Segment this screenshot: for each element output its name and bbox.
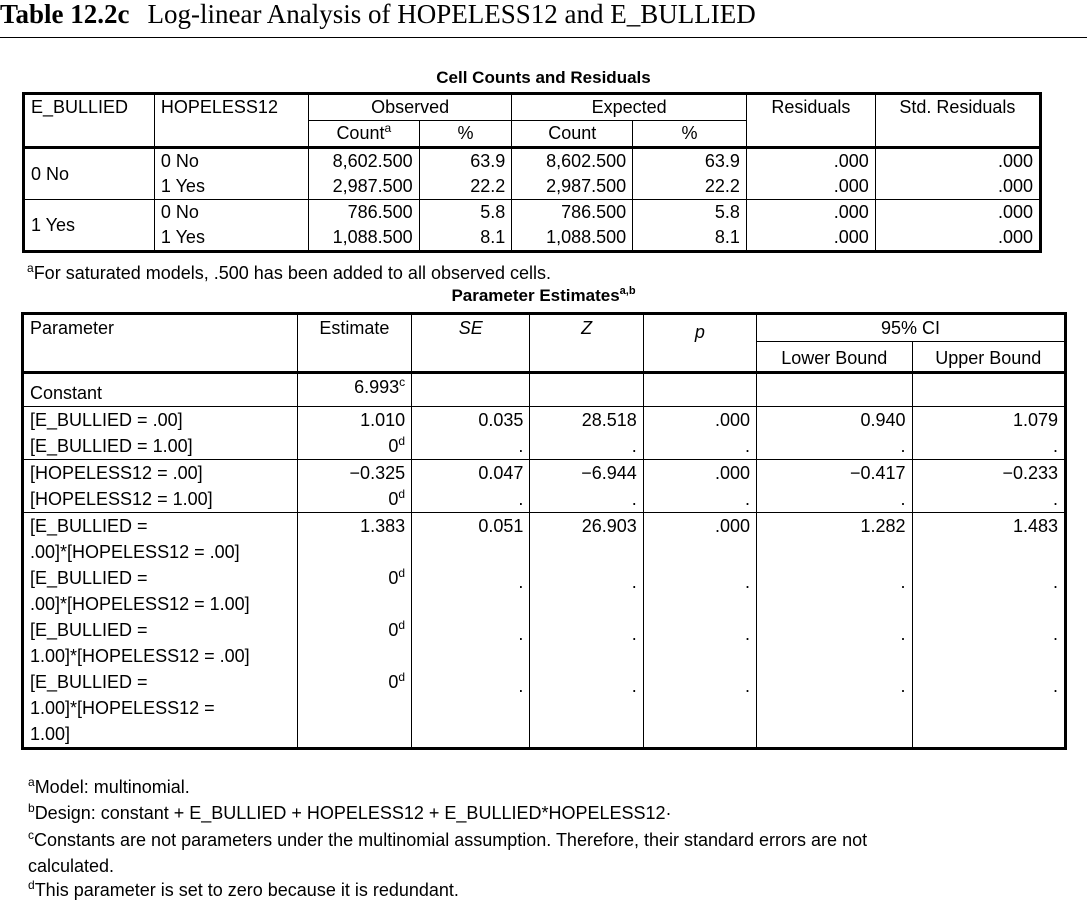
column-header: Expected [512,94,747,121]
table-row: 0 No 0 No 8,602.500 63.9 8,602.500 63.9 .000 .000 [24,148,1041,175]
table-row: 1 Yes 0 No 786.500 5.8 786.500 5.8 .000 .000 [24,200,1041,226]
row-group-label: 1 Yes [24,200,155,252]
table-row: [E_BULLIED = 1.00] 0$^d$ . . . . . [23,433,1066,460]
table-row: 1 Yes 1,088.500 8.1 1,088.500 8.1 .000 .000 [24,225,1041,252]
table-row: [E_BULLIED = .00]*[HOPELESS12 = 1.00] 0$^d$ . . . . . [23,565,1066,617]
table-row: [E_BULLIED = .00] 1.010 0.035 28.518 .000 0.940 1.079 [23,407,1066,434]
column-header: Upper Bound [912,342,1066,373]
table-heading [0,0,1087,38]
column-header: HOPELESS12 [154,94,308,148]
table-row: Constant 6.993$^c$ [23,373,1066,407]
table-title: Log-linear Analysis of HOPELESS12 and E_BULLIED [147,0,756,29]
table-number: Table 12.2c [0,0,130,29]
parameter-estimates-caption: Parameter Estimates$^{a,b}$ [451,285,636,305]
table-row: [E_BULLIED = 1.00]*[HOPELESS12 = .00] 0$^d$ . . . . . [23,617,1066,669]
column-header: p [643,314,756,373]
column-header: Count [512,121,633,148]
column-header: Observed [308,94,511,121]
table-row: 1 Yes 2,987.500 22.2 2,987.500 22.2 .000 .000 [24,174,1041,200]
footnote-c-continued: calculated. [28,856,115,876]
column-header: Parameter [23,314,298,373]
parameter-estimates-table [21,312,1067,750]
footnote-d: $^d$This parameter is set to zero because it is redundant. [28,878,459,900]
column-header: % [633,121,747,148]
table-row: [HOPELESS12 = 1.00] 0$^d$ . . . . . [23,486,1066,513]
row-group-label: 0 No [24,148,155,200]
table-row: [E_BULLIED = .00]*[HOPELESS12 = .00] 1.383 0.051 26.903 .000 1.282 1.483 [23,513,1066,566]
column-header: 95% CI [757,314,1066,342]
footnote-a: $^a$Model: multinomial. [28,775,190,797]
footnote-c: $^c$Constants are not parameters under the multinomial assumption. Therefore, their standard errors are not [28,828,868,850]
cell-counts-table [22,92,1042,253]
column-header: SE [412,314,530,373]
column-header: Estimate [297,314,411,373]
table-header-row [23,314,1066,342]
table-row: [E_BULLIED = 1.00]*[HOPELESS12 = 1.00] 0$^d$ . . . . . [23,669,1066,749]
cell-counts-caption: Cell Counts and Residuals [436,68,651,87]
column-header: % [419,121,512,148]
column-header: Z [530,314,643,373]
cell-counts-footnote: $^a$For saturated models, .500 has been added to all observed cells. [27,261,552,283]
column-header: Lower Bound [757,342,912,373]
table-header-row [24,94,1041,121]
column-header: Residuals [746,94,875,148]
column-header: Std. Residuals [875,94,1040,148]
column-header: Count$^a$ [308,121,419,148]
column-header: E_BULLIED [24,94,155,148]
table-row: [HOPELESS12 = .00] −0.325 0.047 −6.944 .000 −0.417 −0.233 [23,460,1066,487]
footnote-b: $^b$Design: constant + E_BULLIED + HOPELESS12 + E_BULLIED*HOPELESS12· [28,801,672,823]
